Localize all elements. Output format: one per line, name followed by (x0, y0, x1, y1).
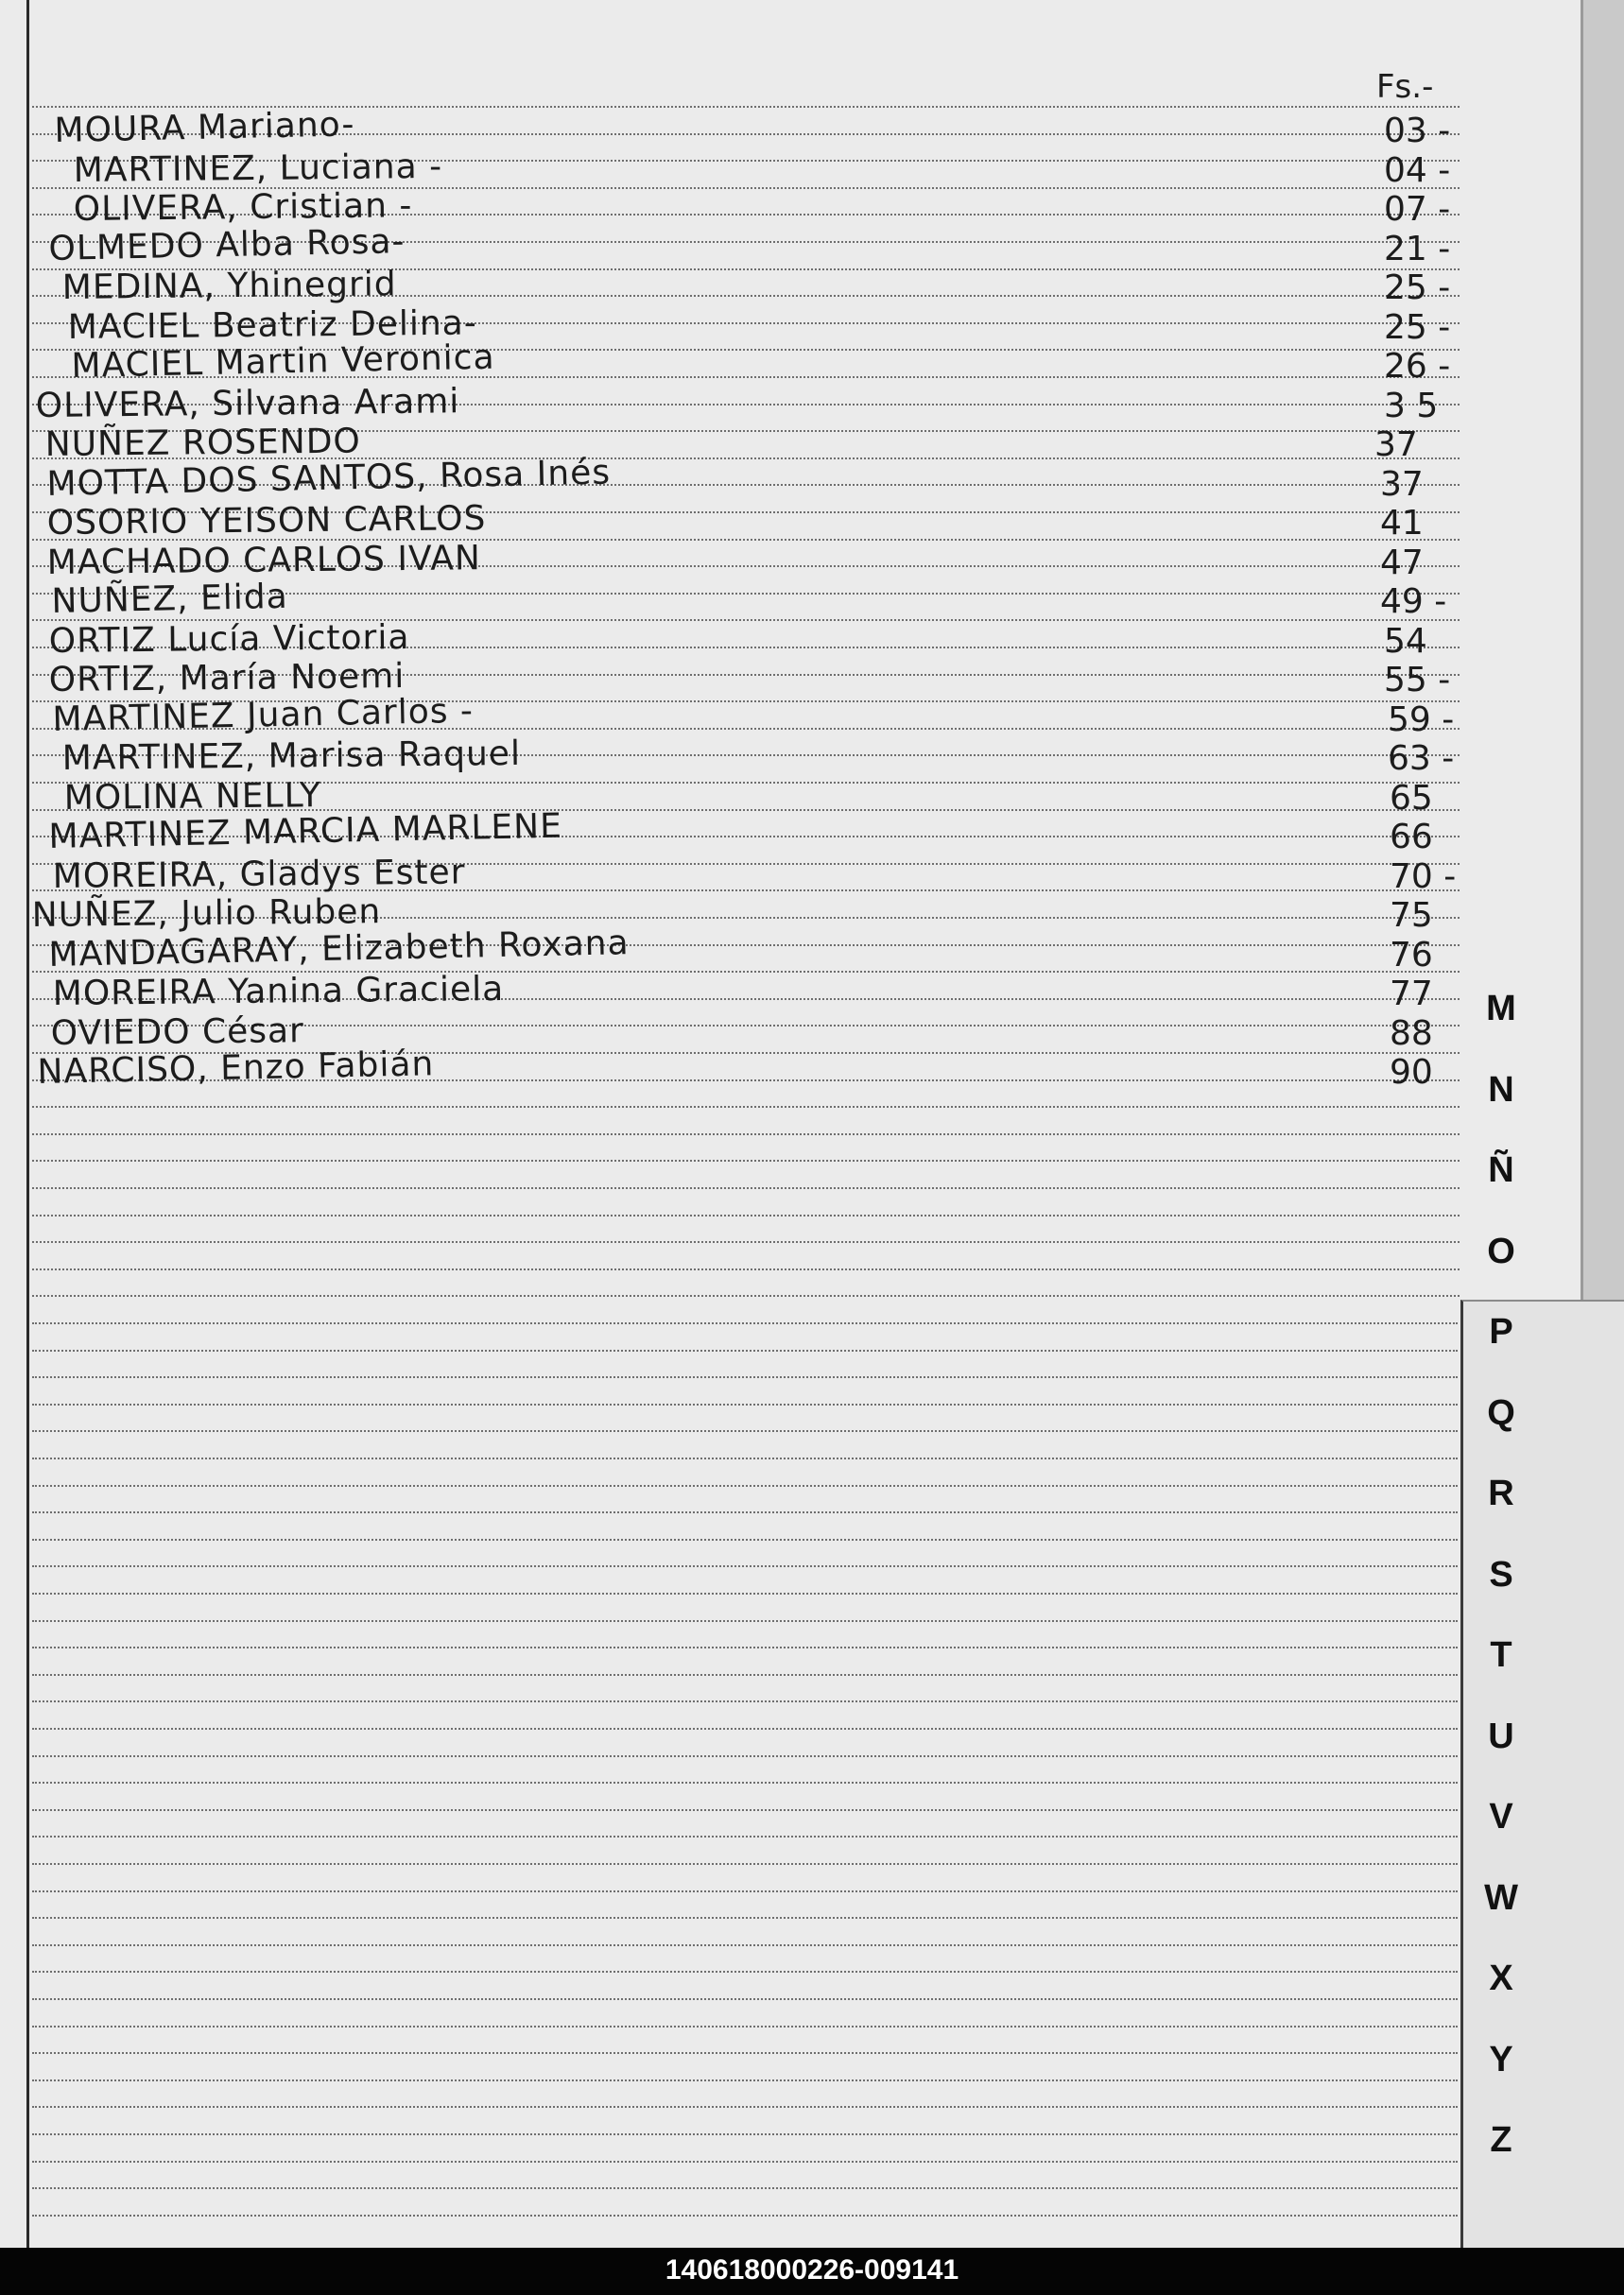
entry-name: MARTINEZ Juan Carlos - (52, 691, 475, 739)
ruled-line (32, 1593, 1458, 1595)
entry-folio: 75 (1390, 896, 1433, 935)
index-tab-letter[interactable]: W (1484, 1878, 1518, 1918)
index-entry (0, 382, 1581, 428)
entry-name: NUÑEZ ROSENDO (44, 422, 361, 464)
ruled-line (32, 2161, 1458, 2163)
index-entry (0, 222, 1581, 271)
index-tab-letter[interactable]: V (1489, 1797, 1513, 1837)
entry-name: MOURA Mariano- (54, 105, 355, 150)
ruled-line (32, 1944, 1458, 1946)
index-entry (0, 453, 1581, 507)
ruled-line (32, 1241, 1460, 1243)
entry-folio: 76 (1390, 936, 1433, 975)
ruled-line (32, 1700, 1458, 1702)
ruled-line (32, 1836, 1458, 1838)
ruled-line (32, 1268, 1460, 1270)
entry-name: MACIEL Beatriz Delina- (67, 303, 477, 347)
entry-folio: 3 5 (1384, 387, 1439, 425)
entry-name: MACHADO CARLOS IVAN (46, 539, 482, 582)
ruled-line (32, 1890, 1458, 1892)
ruled-line (32, 1106, 1460, 1108)
entry-folio: 63 - (1388, 739, 1455, 778)
ruled-line (32, 2106, 1458, 2108)
index-tab-letter[interactable]: U (1488, 1717, 1514, 1756)
alphabet-index-tabs (1456, 983, 1624, 2248)
entry-name: MARTINEZ MARCIA MARLENE (48, 806, 563, 856)
entry-name: MARTINEZ, Marisa Raquel (61, 733, 522, 778)
ruled-line (32, 1322, 1458, 1324)
ruled-line (32, 1674, 1458, 1676)
index-entry (0, 853, 1581, 899)
ruled-line (32, 1620, 1458, 1622)
index-tab-letter[interactable]: X (1489, 1959, 1513, 1998)
ruled-line (32, 1647, 1458, 1648)
ruled-line (32, 1565, 1458, 1567)
entry-folio: 03 - (1384, 112, 1451, 150)
entry-name: OLMEDO Alba Rosa- (48, 222, 406, 268)
entry-folio: 25 - (1384, 308, 1451, 347)
entry-name: OSORIO YEISON CARLOS (46, 499, 487, 543)
entry-folio: 54 (1384, 622, 1427, 661)
entry-folio: 37 (1374, 425, 1418, 464)
entry-name: OVIEDO César (50, 1011, 305, 1053)
entry-folio: 47 (1380, 544, 1424, 582)
entry-folio: 90 (1390, 1053, 1433, 1092)
entry-folio: 77 (1390, 975, 1433, 1013)
ruled-line (32, 1511, 1458, 1513)
index-entry (0, 1044, 1581, 1095)
entry-folio: 88 (1390, 1014, 1433, 1053)
ruled-line (32, 1539, 1458, 1541)
entry-folio: 25 - (1384, 268, 1451, 307)
entry-folio: 04 - (1384, 151, 1451, 190)
ruled-line (32, 1160, 1460, 1162)
entry-name: MEDINA, Yhinegrid (61, 265, 397, 307)
ruled-line (32, 2079, 1458, 2081)
entry-name: NUÑEZ, Elida (51, 577, 289, 621)
index-tab-letter[interactable]: Q (1487, 1393, 1515, 1433)
ruled-line (32, 1133, 1460, 1135)
entry-folio: 65 (1390, 779, 1433, 818)
entry-name: MOREIRA Yanina Graciela (52, 970, 505, 1013)
index-entry (0, 499, 1581, 545)
index-tab-letter[interactable]: P (1489, 1312, 1513, 1352)
index-tab-letter[interactable]: Z (1490, 2120, 1512, 2160)
entry-name: ORTIZ Lucía Victoria (48, 618, 410, 661)
ruled-line (32, 1485, 1458, 1487)
index-entry (0, 923, 1581, 977)
ruled-line (32, 1187, 1460, 1189)
entry-name: NUÑEZ, Julio Ruben (31, 892, 382, 935)
ruled-line (32, 2133, 1458, 2135)
barcode-number: 140618000226-009141 (665, 2254, 959, 2286)
index-entry (0, 970, 1581, 1016)
ruled-line (32, 1917, 1458, 1919)
ruled-line (32, 1458, 1458, 1459)
entry-name: MARTINEZ, Luciana - (73, 147, 443, 190)
ruled-line (32, 1971, 1458, 1973)
entry-folio: 21 - (1384, 230, 1451, 268)
ruled-line (32, 1782, 1458, 1784)
index-tab-letter[interactable]: O (1487, 1232, 1515, 1271)
entry-folio: 55 - (1384, 661, 1451, 699)
ruled-line (32, 1295, 1460, 1297)
index-tab-letter[interactable]: T (1490, 1635, 1512, 1675)
index-entry (0, 577, 1581, 624)
entry-name: ORTIZ, María Noemi (48, 657, 406, 699)
index-entry (0, 733, 1581, 781)
entry-name: MOREIRA, Gladys Ester (52, 853, 466, 896)
entry-folio: 26 - (1384, 347, 1451, 386)
entry-name: NARCISO, Enzo Fabián (37, 1044, 435, 1092)
entry-name: OLIVERA, Cristian - (73, 186, 413, 229)
folio-column-header: Fs.- (1376, 68, 1434, 106)
ruled-line (32, 2052, 1458, 2054)
ruled-line (32, 1215, 1460, 1217)
entry-name: MACIEL Martin Veronica (71, 337, 495, 386)
entry-folio: 66 (1390, 818, 1433, 856)
index-tab-letter[interactable]: M (1486, 989, 1516, 1028)
ruled-line (32, 1755, 1458, 1757)
index-entry (0, 105, 1581, 153)
entry-folio: 59 - (1388, 700, 1455, 739)
ruled-line (32, 1350, 1458, 1352)
entry-folio: 41 (1380, 504, 1424, 543)
ruled-line (32, 2026, 1458, 2028)
index-entry (0, 691, 1581, 742)
entry-folio: 07 - (1384, 190, 1451, 229)
ruled-line (32, 2215, 1458, 2217)
index-entry (0, 618, 1581, 664)
entry-folio: 49 - (1380, 582, 1447, 621)
ruled-line (32, 1404, 1458, 1406)
entry-name: OLIVERA, Silvana Arami (35, 382, 460, 425)
ruled-line (32, 1863, 1458, 1865)
ruled-line (32, 1430, 1458, 1432)
entry-name: MOTTA DOS SANTOS, Rosa Inés (46, 453, 612, 504)
index-entry (0, 265, 1581, 310)
index-tab-letter[interactable]: Y (1489, 2040, 1513, 2079)
entry-name: MANDAGARAY, Elizabeth Roxana (48, 923, 630, 975)
index-entry (0, 806, 1581, 859)
index-entry (0, 147, 1581, 193)
ruled-line (32, 1376, 1458, 1378)
ruled-line (32, 2187, 1458, 2189)
index-tab-letter[interactable]: Ñ (1488, 1150, 1514, 1190)
index-entry (0, 337, 1581, 388)
index-tab-letter[interactable]: R (1488, 1474, 1514, 1513)
index-tab-letter[interactable]: S (1489, 1555, 1513, 1595)
entry-folio: 37 (1380, 465, 1424, 504)
ruled-line (32, 1728, 1458, 1730)
index-tab-letter[interactable]: N (1488, 1070, 1514, 1110)
ruled-line (32, 1998, 1458, 2000)
entry-folio: 70 - (1390, 857, 1457, 896)
ruled-line (32, 1809, 1458, 1811)
entry-name: MOLINA NELLY (63, 776, 322, 818)
